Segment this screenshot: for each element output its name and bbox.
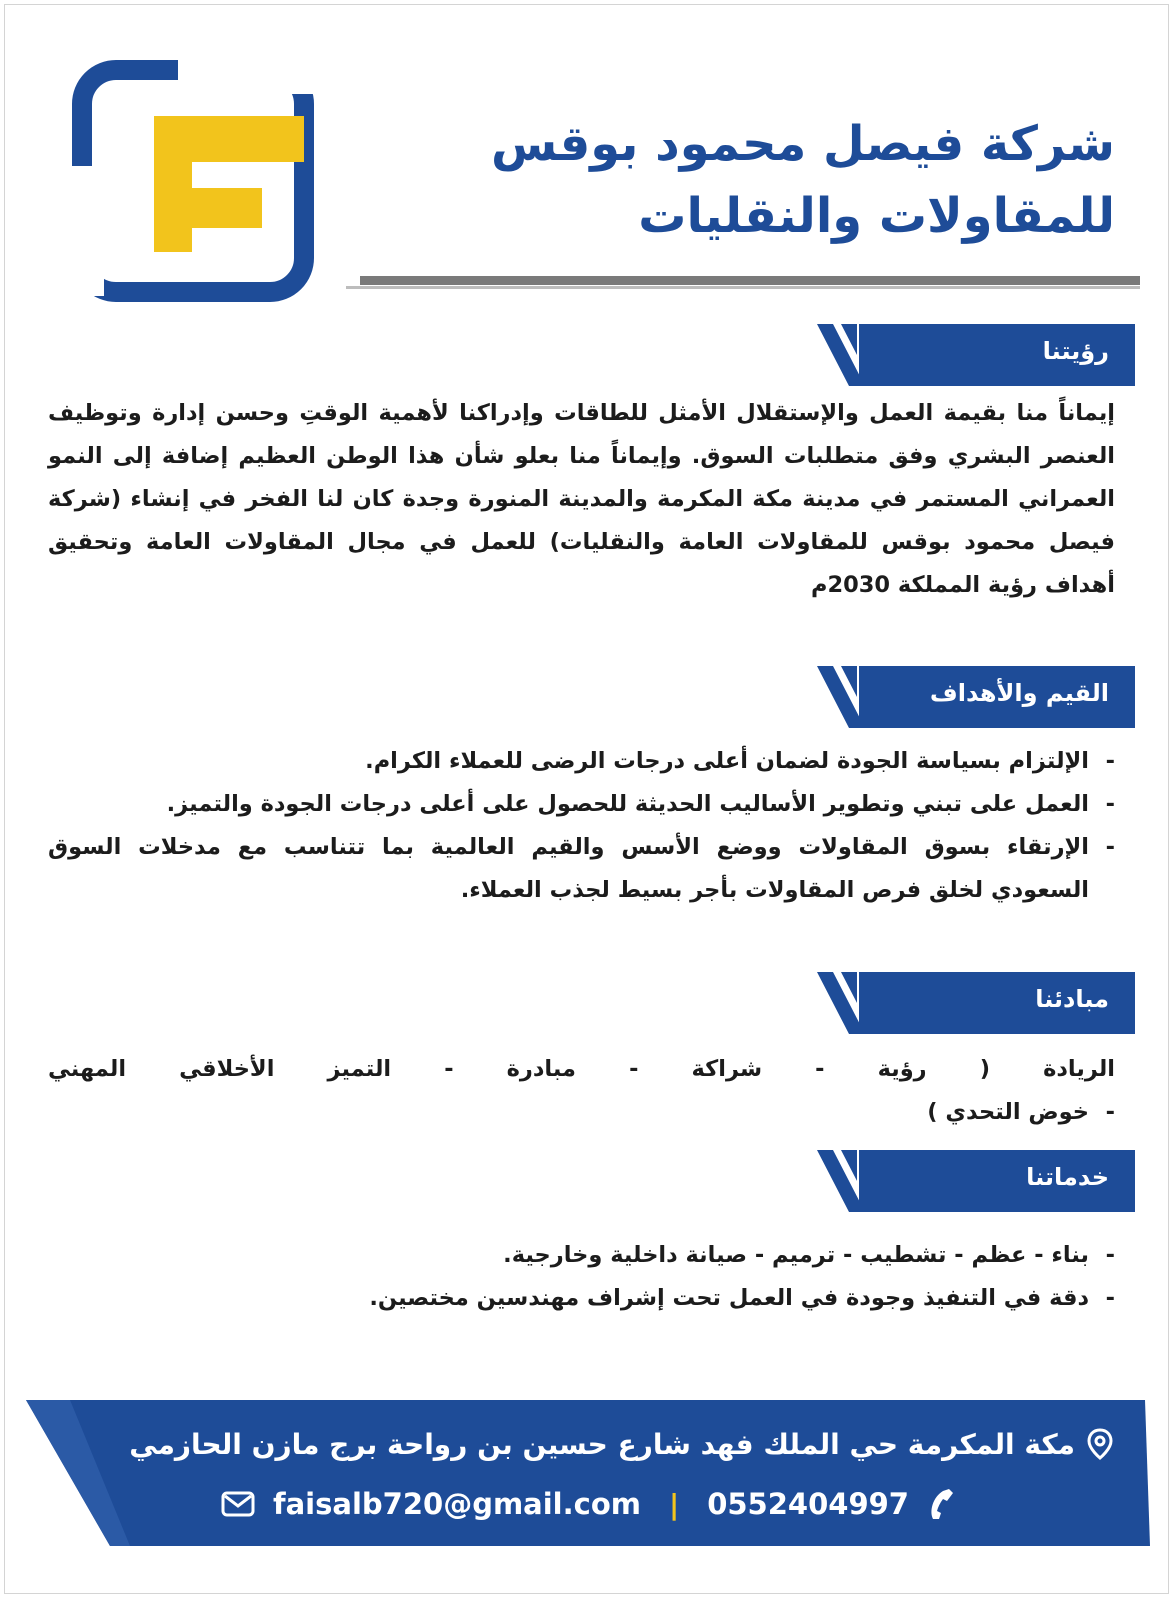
title-underline-shadow	[346, 286, 1140, 289]
header-slash-decoration	[817, 666, 865, 728]
vision-paragraph: إيماناً منا بقيمة العمل والإستقلال الأمثل للطاقات وإدراكنا لأهمية الوقتِ وحسن إدارة وتوظيف العنصر البشري وفق متطلبات السوق. وإيماناً منا بعلو شأن هذا الوطن العظيم إضافة إلى النمو العمراني المستمر في مدينة مكة المكرمة والمدينة المنورة وجدة كان لنا الفخر في إنشاء (شركة فيصل محمود بوقس للمقاولات العامة والنقليات) للعمل في مجال المقاولات العامة وتحقيق أهداف رؤية المملكة 2030م	[48, 400, 1115, 598]
section-title-values: القيم والأهداف	[929, 679, 1109, 707]
phone-icon	[927, 1487, 955, 1521]
company-name-line2: للمقاولات والنقليات	[638, 188, 1115, 244]
principles-list	[48, 1091, 1115, 1134]
section-title-vision: رؤيتنا	[1042, 337, 1109, 365]
list-item: - الإلتزام بسياسة الجودة لضمان أعلى درجات الرضى للعملاء الكرام.	[48, 740, 1115, 783]
section-header-vision	[817, 324, 1135, 386]
email-icon	[221, 1491, 255, 1517]
section-header-values	[817, 666, 1135, 728]
list-item: - العمل على تبني وتطوير الأساليب الحديثة للحصول على أعلى درجات الجودة والتميز.	[48, 783, 1115, 826]
address-row	[129, 1424, 1113, 1464]
contact-footer	[0, 1400, 1175, 1546]
contact-row	[221, 1482, 955, 1526]
header-slash-decoration	[817, 1150, 865, 1212]
company-name	[355, 108, 1115, 252]
principles-block	[48, 1048, 1115, 1134]
title-underline	[360, 276, 1140, 285]
section-header-services	[817, 1150, 1135, 1212]
values-list	[48, 740, 1115, 912]
list-item: - دقة في التنفيذ وجودة في العمل تحت إشراف مهندسين مختصين.	[48, 1277, 1115, 1320]
contact-separator: |	[668, 1487, 680, 1521]
section-title-principles: مبادئنا	[1035, 985, 1109, 1013]
company-name-line1: شركة فيصل محمود بوقس	[491, 116, 1115, 172]
principles-line: الريادة ( رؤية - شراكة - مبادرة - التميز الأخلاقي المهني	[48, 1056, 1115, 1082]
address-text: مكة المكرمة حي الملك فهد شارع حسين بن رواحة برج مازن الحازمي	[129, 1427, 1075, 1461]
email-link[interactable]: faisalb720@gmail.com	[273, 1487, 641, 1521]
list-item: - بناء - عظم - تشطيب - ترميم - صيانة داخلية وخارجية.	[48, 1234, 1115, 1277]
list-item: - الإرتقاء بسوق المقاولات ووضع الأسس والقيم العالمية بما تتناسب مع مدخلات السوق السعودي لخلق فرص المقاولات بأجر بسيط لجذب العملاء.	[48, 826, 1115, 912]
section-header-principles	[817, 972, 1135, 1034]
phone-number[interactable]: 0552404997	[707, 1487, 909, 1521]
list-item: - خوض التحدي )	[48, 1091, 1115, 1134]
header-slash-decoration	[817, 324, 865, 386]
location-pin-icon	[1087, 1428, 1113, 1460]
section-title-services: خدماتنا	[1026, 1163, 1109, 1191]
services-list	[48, 1234, 1115, 1320]
company-logo	[70, 58, 316, 304]
header-slash-decoration	[817, 972, 865, 1034]
